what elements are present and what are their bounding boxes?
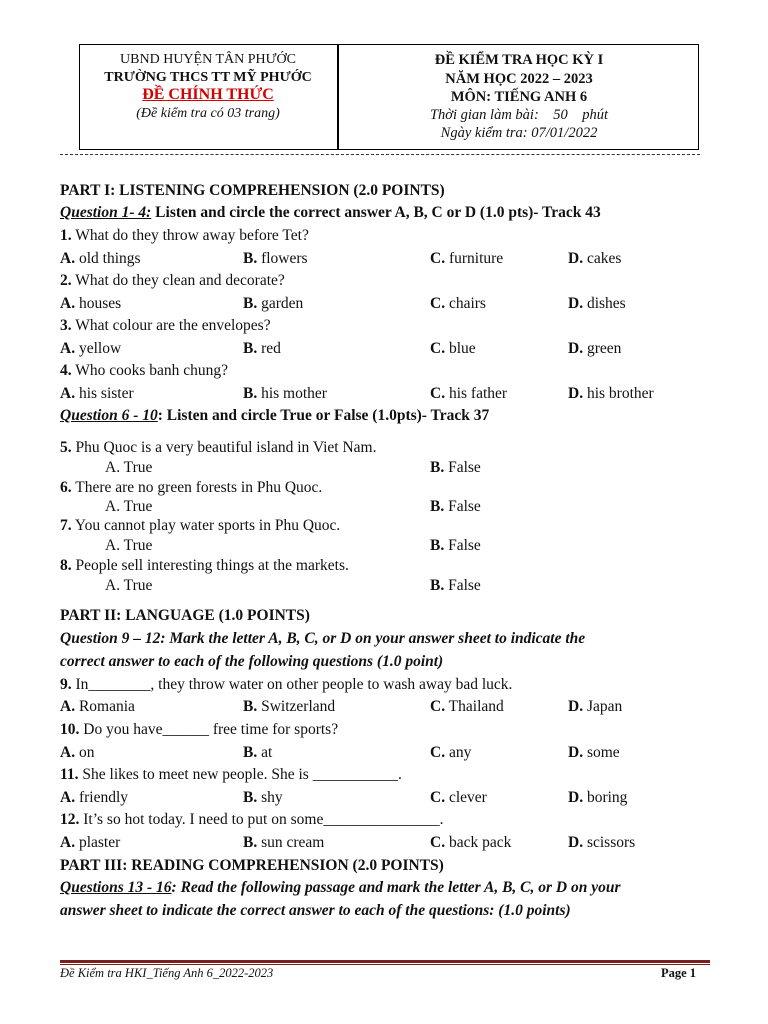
option-letter: D. (568, 789, 584, 806)
option-letter: D. (568, 744, 584, 761)
answer-option (430, 384, 507, 404)
option-text: furniture (445, 250, 504, 267)
question-number: 3. (60, 317, 72, 334)
time-unit: phút (582, 107, 609, 123)
tf-statement (60, 516, 340, 536)
part1-tf-text: : Listen and circle True or False (1.0pts)- Track 37 (157, 407, 490, 424)
time-line (339, 107, 699, 124)
answer-option (430, 339, 476, 359)
footer-rule (60, 960, 710, 963)
option-letter: A. (60, 250, 76, 267)
option-letter: C. (430, 834, 446, 851)
question-stem (60, 361, 228, 381)
answer-option (60, 339, 121, 359)
time-label: Thời gian làm bài: (429, 107, 539, 123)
option-letter: B. (243, 744, 258, 761)
answer-option (60, 743, 94, 763)
option-true: A. True (105, 498, 153, 515)
option-letter: C. (430, 250, 446, 267)
tf-option-true (105, 458, 152, 478)
exam-title: ĐỀ KIỂM TRA HỌC KỲ I (434, 52, 604, 68)
question-text: She likes to meet new people. She is ___________. (78, 766, 402, 783)
answer-option (243, 249, 308, 269)
answer-option (568, 384, 654, 404)
option-letter: B. (243, 250, 258, 267)
question-stem (60, 810, 443, 830)
question-stem (60, 675, 512, 695)
question-text: What do they clean and decorate? (71, 272, 285, 289)
option-letter: B. (430, 537, 445, 554)
statement-number: 8. (60, 557, 72, 574)
option-text: garden (257, 295, 304, 312)
option-false: False (444, 577, 481, 594)
option-letter: D. (568, 698, 584, 715)
option-letter: A. (60, 834, 76, 851)
option-letter: B. (430, 459, 445, 476)
tf-statement (60, 478, 322, 498)
option-text: clever (445, 789, 487, 806)
option-letter: B. (430, 498, 445, 515)
answer-option (243, 339, 281, 359)
option-letter: B. (243, 698, 258, 715)
answer-option (243, 294, 303, 314)
option-letter: A. (60, 295, 76, 312)
answer-option (60, 249, 141, 269)
answer-option (243, 384, 327, 404)
option-text: Switzerland (257, 698, 336, 715)
option-text: boring (583, 789, 628, 806)
option-letter: D. (568, 295, 584, 312)
question-stem (60, 316, 271, 336)
option-letter: A. (60, 698, 76, 715)
answer-option (430, 788, 487, 808)
option-text: scissors (583, 834, 636, 851)
question-number: 11. (60, 766, 79, 783)
option-text: dishes (583, 295, 626, 312)
option-false: False (444, 498, 481, 515)
statement-text: People sell interesting things at the markets. (71, 557, 349, 574)
part1-tf-instruction (60, 406, 489, 426)
statement-number: 7. (60, 517, 72, 534)
answer-option (243, 788, 283, 808)
statement-text: Phu Quoc is a very beautiful island in Viet Nam. (71, 439, 377, 456)
option-letter: B. (243, 385, 258, 402)
answer-option (430, 833, 511, 853)
part3-question-label: Questions 13 - 16 (60, 879, 172, 896)
option-text: green (583, 340, 622, 357)
question-text: It’s so hot today. I need to put on some_______________. (79, 811, 444, 828)
answer-option (60, 788, 128, 808)
part2-instruction-1: Question 9 – 12: Mark the letter A, B, C, or D on your answer sheet to indicate the (60, 630, 586, 647)
header-left-line1: UBND HUYỆN TÂN PHƯỚC (120, 52, 296, 67)
part3-question-text: : Read the following passage and mark the letter A, B, C, or D on your (171, 879, 621, 896)
question-number: 1. (60, 227, 72, 244)
separator-dashes (60, 154, 700, 155)
option-letter: C. (430, 295, 446, 312)
option-letter: A. (60, 340, 76, 357)
option-text: Japan (583, 698, 623, 715)
answer-option (430, 743, 471, 763)
answer-option (243, 697, 335, 717)
question-text: What do they throw away before Tet? (71, 227, 309, 244)
option-text: blue (445, 340, 476, 357)
tf-option-true (105, 536, 152, 556)
tf-statement (60, 556, 349, 576)
answer-option (60, 384, 134, 404)
option-letter: A. (60, 385, 76, 402)
option-letter: C. (430, 340, 446, 357)
option-letter: D. (568, 250, 584, 267)
answer-option (243, 833, 324, 853)
option-false: False (444, 537, 481, 554)
footer-page-number: Page 1 (661, 966, 697, 980)
option-text: sun cream (257, 834, 325, 851)
part1-instruction (60, 203, 601, 223)
statement-text: You cannot play water sports in Phu Quoc. (71, 517, 341, 534)
question-number: 10. (60, 721, 80, 738)
option-text: cakes (583, 250, 622, 267)
answer-option (430, 697, 504, 717)
option-text: red (257, 340, 281, 357)
option-text: on (75, 744, 95, 761)
option-true: A. True (105, 459, 153, 476)
answer-option (568, 743, 620, 763)
option-letter: D. (568, 385, 584, 402)
option-letter: B. (430, 577, 445, 594)
answer-option (60, 697, 135, 717)
page-count-note: (Đề kiểm tra có 03 trang) (136, 106, 280, 121)
official-label: ĐỀ CHÍNH THỨC (142, 86, 274, 103)
option-text: Thailand (445, 698, 504, 715)
option-true: A. True (105, 577, 153, 594)
option-letter: D. (568, 340, 584, 357)
question-stem (60, 765, 402, 785)
question-number: 2. (60, 272, 72, 289)
option-letter: C. (430, 698, 446, 715)
option-text: houses (75, 295, 122, 312)
question-number: 12. (60, 811, 80, 828)
option-text: his mother (257, 385, 327, 402)
tf-option-true (105, 576, 152, 596)
statement-text: There are no green forests in Phu Quoc. (71, 479, 323, 496)
tf-option-false (430, 458, 481, 478)
question-text: What colour are the envelopes? (71, 317, 271, 334)
option-letter: B. (243, 834, 258, 851)
option-letter: D. (568, 834, 584, 851)
answer-option (243, 743, 272, 763)
option-text: yellow (75, 340, 122, 357)
part1-title: PART I: LISTENING COMPREHENSION (2.0 POINTS) (60, 182, 445, 199)
part1-question-text: Listen and circle the correct answer A, B, C or D (1.0 pts)- Track 43 (151, 204, 601, 221)
part2-instruction-2: correct answer to each of the following questions (1.0 point) (60, 653, 444, 670)
option-text: flowers (257, 250, 308, 267)
option-letter: A. (60, 744, 76, 761)
question-stem (60, 720, 338, 740)
question-text: In________, they throw water on other people to wash away bad luck. (71, 676, 513, 693)
tf-statement (60, 438, 376, 458)
footer-rule-thin (60, 964, 710, 965)
part3-instruction-1 (60, 878, 621, 898)
option-letter: B. (243, 295, 258, 312)
answer-option (568, 833, 635, 853)
answer-option (430, 249, 503, 269)
school-year: NĂM HỌC 2022 – 2023 (445, 71, 593, 87)
option-text: Romania (75, 698, 135, 715)
option-false: False (444, 459, 481, 476)
question-number: 4. (60, 362, 72, 379)
option-text: friendly (75, 789, 129, 806)
question-text: Who cooks banh chung? (71, 362, 229, 379)
option-text: some (583, 744, 620, 761)
option-text: back pack (445, 834, 512, 851)
option-text: any (445, 744, 472, 761)
option-letter: C. (430, 789, 446, 806)
question-stem (60, 226, 309, 246)
question-text: Do you have______ free time for sports? (79, 721, 339, 738)
option-true: A. True (105, 537, 153, 554)
question-stem (60, 271, 285, 291)
tf-option-false (430, 536, 481, 556)
statement-number: 5. (60, 439, 72, 456)
answer-option (60, 294, 121, 314)
tf-option-false (430, 576, 481, 596)
statement-number: 6. (60, 479, 72, 496)
subject: MÔN: TIẾNG ANH 6 (450, 89, 588, 105)
footer-doc-title: Đề Kiểm tra HKI_Tiếng Anh 6_2022-2023 (60, 966, 274, 980)
answer-option (568, 339, 621, 359)
option-text: at (257, 744, 273, 761)
part3-instruction-2: answer sheet to indicate the correct answer to each of the questions: (1.0 points) (60, 902, 571, 919)
part1-question-label: Question 1- 4: (60, 204, 152, 221)
tf-option-true (105, 497, 152, 517)
exam-date: Ngày kiểm tra: 07/01/2022 (440, 125, 598, 141)
header-left-line2: TRƯỜNG THCS TT MỸ PHƯỚC (104, 70, 312, 85)
option-text: chairs (445, 295, 486, 312)
option-letter: A. (60, 789, 76, 806)
option-text: plaster (75, 834, 121, 851)
option-letter: C. (430, 385, 446, 402)
time-value: 50 (553, 107, 568, 123)
option-letter: B. (243, 340, 258, 357)
option-text: his sister (75, 385, 134, 402)
question-number: 9. (60, 676, 72, 693)
answer-option (568, 294, 626, 314)
option-text: old things (75, 250, 141, 267)
option-text: shy (257, 789, 283, 806)
answer-option (568, 697, 622, 717)
answer-option (430, 294, 486, 314)
part3-title: PART III: READING COMPREHENSION (2.0 POINTS) (60, 857, 444, 874)
part1-tf-label: Question 6 - 10 (60, 407, 158, 424)
answer-option (568, 249, 621, 269)
part2-title: PART II: LANGUAGE (1.0 POINTS) (60, 607, 310, 624)
answer-option (60, 833, 120, 853)
option-text: his father (445, 385, 508, 402)
option-letter: C. (430, 744, 446, 761)
answer-option (568, 788, 627, 808)
option-text: his brother (583, 385, 654, 402)
option-letter: B. (243, 789, 258, 806)
tf-option-false (430, 497, 481, 517)
